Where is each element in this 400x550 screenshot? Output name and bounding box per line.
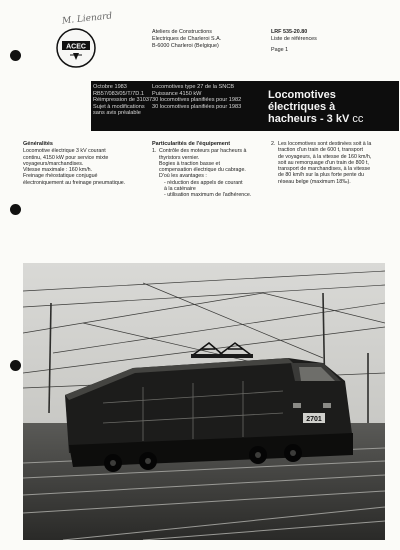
generalites-section <box>23 141 148 186</box>
logo-text: ACEC <box>66 43 86 51</box>
text-line: soit au remorquage d'un train de 800 t, <box>278 159 369 166</box>
list-item <box>152 148 264 198</box>
document-title <box>268 89 363 125</box>
text-line: compensation électrique du cabrage. <box>159 167 246 174</box>
company-line: Ateliers de Constructions <box>152 29 212 35</box>
title-line: électriques à <box>268 101 336 113</box>
summary-line: 30 locomotives planifiées pour 1983 <box>152 103 242 110</box>
summary-line: Puissance 4150 kW <box>152 90 202 97</box>
text-line: Locomotive électrique 3 kV courant <box>23 148 106 155</box>
text-line: électroniquement au freinage pneumatique. <box>23 179 126 186</box>
company-address <box>152 29 221 49</box>
section-heading: Généralités <box>23 141 53 147</box>
text-line: continu, 4150 kW pour service mixte <box>23 154 109 161</box>
info-line: Octobre 1983 <box>93 84 127 90</box>
title-line: Locomotives <box>268 89 336 101</box>
company-line: B-6000 Charleroi (Belgique) <box>152 42 219 49</box>
info-line: Réimpression de 31037 <box>93 97 153 103</box>
info-line: sans avis préalable <box>93 110 141 116</box>
text-line: traction d'un train de 600 t, transport <box>278 147 363 154</box>
text-line: thyristors vernier. <box>159 154 200 161</box>
info-line: RB57/083/05/T/7D.1 <box>93 90 144 97</box>
summary-line: Locomotives type 27 de la SNCB <box>152 84 235 90</box>
document-info <box>93 84 152 117</box>
section-heading: Particularités de l'équipement <box>152 141 231 147</box>
locomotive-summary <box>152 84 241 110</box>
text-line: voyageurs/marchandises. <box>23 160 84 167</box>
list-number: 2. <box>271 141 276 147</box>
summary-line: 30 locomotives planifiées pour 1982 <box>152 97 242 103</box>
punch-hole <box>10 360 21 371</box>
reference-number: LRF 535-20.80 <box>271 29 308 35</box>
equipement-section <box>152 141 264 199</box>
acec-logo-icon <box>56 28 96 68</box>
text-line: - réduction des appels de courant <box>164 179 243 186</box>
handwritten-note: M. Lienard <box>61 11 113 27</box>
text-line: D'où les avantages : <box>159 173 207 180</box>
text-line: Contrôle des moteurs par hacheurs à <box>159 148 247 155</box>
locomotive-number: 2701 <box>306 416 322 423</box>
locomotive-photo <box>23 263 385 540</box>
page-number: Page 1 <box>271 46 289 53</box>
title-text: hacheurs - 3 kV <box>268 113 350 125</box>
list-item <box>271 141 389 185</box>
text-line: - utilisation maximum de l'adhérence. <box>164 192 252 199</box>
punch-hole <box>10 204 21 215</box>
info-line: Sujet à modifications <box>93 103 145 110</box>
text-line: Bogies à traction basse et <box>159 160 220 167</box>
text-line: Freinage rhéostatique conjugué <box>23 173 98 180</box>
locomotive-illustration <box>23 263 385 540</box>
destination-section <box>271 141 389 185</box>
punch-hole <box>10 50 21 61</box>
company-line: Electriques de Charleroi S.A. <box>152 35 222 42</box>
title-line <box>268 113 363 125</box>
text-line: à la caténaire <box>164 186 196 193</box>
reference-subtitle: Liste de références <box>271 35 317 42</box>
text-line: Vitesse maximale : 160 km/h. <box>23 167 93 174</box>
text-line: de voyageurs, à la vitesse de 160 km/h, <box>278 153 372 160</box>
list-number: 1. <box>152 148 157 155</box>
text-line: réseau belge (maximum 18‰). <box>278 178 351 185</box>
title-suffix: cc <box>352 113 364 125</box>
reference-block <box>271 29 317 53</box>
text-line: transport de marchandises, à la vitesse <box>278 166 371 173</box>
text-line: Les locomotives sont destinées soit à la <box>278 141 372 147</box>
text-line: de 80 km/h sur la plus forte pente du <box>278 172 364 179</box>
